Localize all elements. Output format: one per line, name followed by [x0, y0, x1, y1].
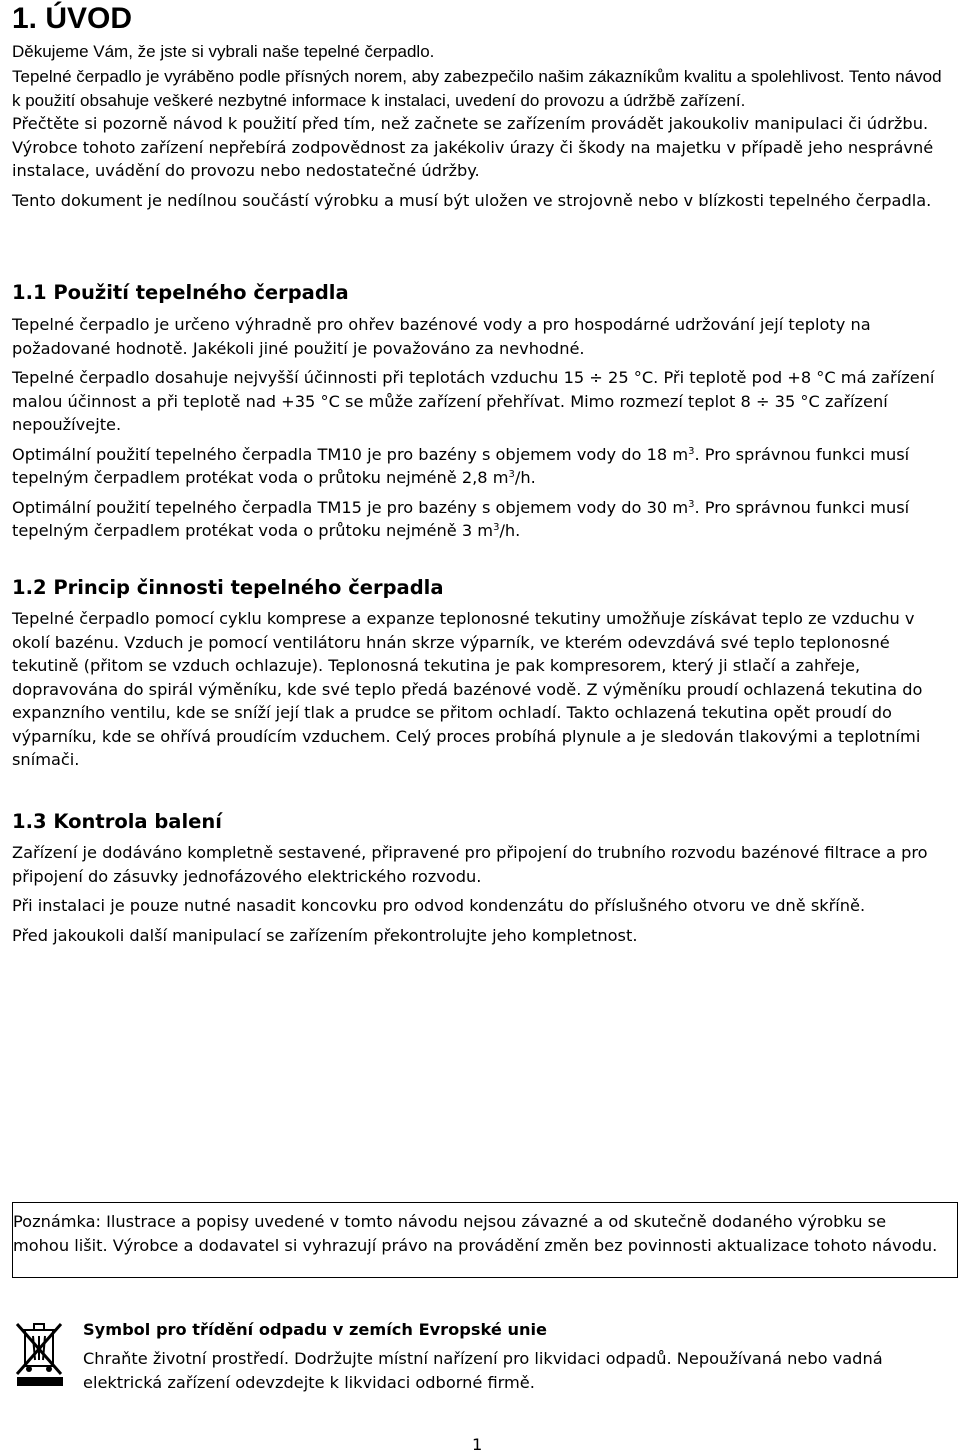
section-1-1-body [12, 313, 942, 549]
paragraph: Před jakoukoli další manipulací se zařízením překontrolujte jeho kompletnost. [12, 925, 638, 945]
weee-text: Chraňte životní prostředí. Dodržujte místní nařízení pro likvidaci odpadů. Nepoužívaná nebo vadná elektrická zařízení odevzdejte k likvidaci odborné firmě. [83, 1349, 883, 1392]
section-heading-1-1: 1.1 Použití tepelného čerpadla [12, 281, 349, 304]
page-number: 1 [472, 1435, 483, 1454]
section-1-3-body [12, 841, 942, 953]
chapter-heading: 1. ÚVOD [12, 2, 133, 35]
weee-title: Symbol pro třídění odpadu v zemích Evropské unie [83, 1320, 548, 1339]
section-heading-1-3: 1.3 Kontrola balení [12, 810, 222, 833]
intro-paragraph: Děkujeme Vám, že jste si vybrali naše tepelné čerpadlo. [12, 42, 435, 61]
intro-paragraph: Přečtěte si pozorně návod k použití před tím, než začnete se zařízením provádět jakoukoliv manipulaci či údržbu. Výrobce tohoto zařízení nepřebírá zodpovědnost za jakékoliv úrazy či škody na majetku v případě jeho nesprávné instalace, uvádění do provozu nebo nedostatečné údržby. [12, 114, 934, 180]
intro-warning [12, 112, 942, 218]
section-1-2-body [12, 607, 942, 778]
paragraph: Optimální použití tepelného čerpadla TM15 je pro bazény s objemem vody do 30 $m^3$. Pro správnou funkci musí tepelným čerpadlem protékat voda o průtoku nejméně 3 $m^3/h$. [12, 497, 910, 540]
intro-paragraph: Tento dokument je nedílnou součástí výrobku a musí být uložen ve strojovně nebo v blízkosti tepelného čerpadla. [12, 190, 932, 210]
paragraph: Tepelné čerpadlo je určeno výhradně pro ohřev bazénové vody a pro hospodárné udržování její teploty na požadované hodnotě. Jakékoli jiné použití je považováno za nevhodné. [12, 315, 871, 358]
paragraph: Při instalaci je pouze nutné nasadit koncovku pro odvod kondenzátu do příslušného otvoru ve dně skříně. [12, 896, 866, 915]
paragraph: Tepelné čerpadlo dosahuje nejvyšší účinnosti při teplotách vzduchu 15 ÷ 25 °C. Při teplotě pod +8 °C má zařízení malou účinnost a při teplotě nad +35 °C se může zařízení přehřívat. Mimo rozmezí teplot 8 ÷ 35 °C zařízení nepoužívejte. [12, 368, 935, 434]
paragraph: Zařízení je dodáváno kompletně sestavené, připravené pro připojení do trubního rozvodu bazénové filtrace a pro připojení do zásuvky jednofázového elektrického rozvodu. [12, 843, 928, 886]
intro-text [12, 40, 942, 114]
note-box [12, 1202, 958, 1278]
crossed-out-wheelie-bin-icon [14, 1318, 66, 1388]
paragraph: Optimální použití tepelného čerpadla TM10 je pro bazény s objemem vody do 18 $m^3$. Pro správnou funkci musí tepelným čerpadlem protékat voda o průtoku nejméně 2,8 $m^3/h$. [12, 444, 910, 487]
note-text: Poznámka: Ilustrace a popisy uvedené v tomto návodu nejsou závazné a od skutečně dodaného výrobku se mohou lišit. Výrobce a dodavatel si vyhrazují právo na provádění změn bez povinnosti aktualizace tohoto návodu. [13, 1212, 938, 1255]
intro-paragraph: Tepelné čerpadlo je vyráběno podle přísných norem, aby zabezpečilo našim zákazníkům kvalitu a spolehlivost. Tento návod k použití obsahuje veškeré nezbytné informace k instalaci, uvedení do provozu a údržbě zařízení. [12, 66, 942, 111]
paragraph: Tepelné čerpadlo pomocí cyklu komprese a expanze teplonosné tekutiny umožňuje získávat teplo ze vzduchu v okolí bazénu. Vzduch je pomocí ventilátoru hnán skrze výparník, ve kterém odevzdává své teplo teplonosné tekutině (přitom se vzduch ochlazuje). Teplonosná tekutina je pak kompresorem, který ji stlačí a zahřeje, dopravována do spirál výměníku, kde své teplo předá bazénové vodě. Z výměníku proudí ochlazená tekutina do expanzního ventilu, kde se sníží její tlak a prudce se přitom ochladí. Takto ochlazená tekutina opět proudí do výparníku, kde se ohřívá proudícím vzduchem. Celý proces probíhá plynule a je sledován tlakovými a teplotními snímači. [12, 609, 923, 769]
section-heading-1-2: 1.2 Princip činnosti tepelného čerpadla [12, 576, 444, 599]
